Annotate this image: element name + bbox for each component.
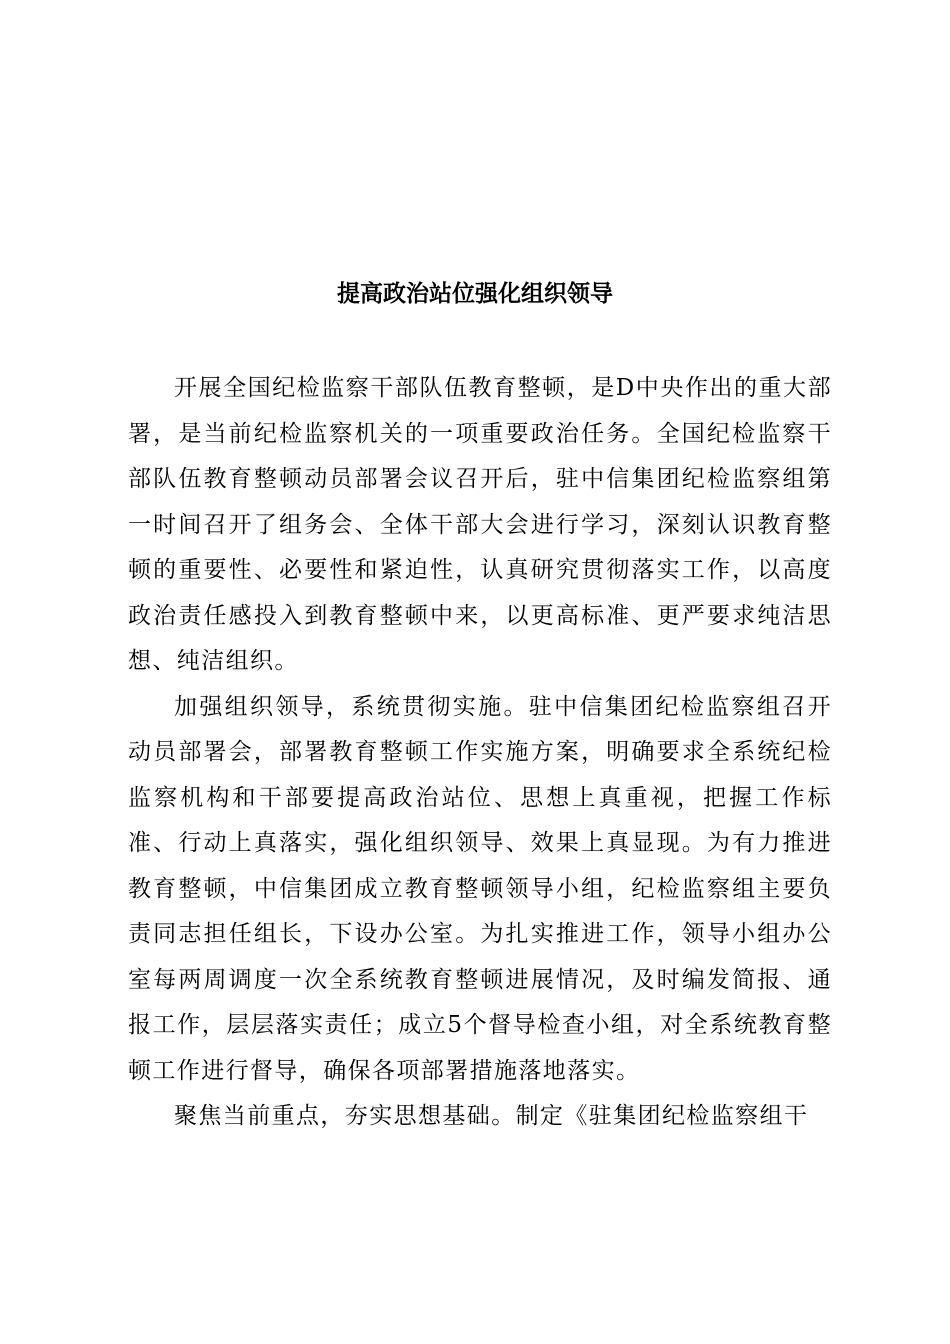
paragraph: 聚焦当前重点，夯实思想基础。制定《驻集团纪检监察组干: [174, 1103, 809, 1129]
paragraph: 加强组织领导，系统贯彻实施。驻中信集团纪检监察组召开动员部署会，部署教育整顿工作实施方案，明确要求全系统纪检监察机构和干部要提高政治站位、思想上真重视，把握工作标准、行动上真落实，强化组织领导、效果上真显现。为有力推进教育整顿，中信集团成立教育整顿领导小组，纪检监察组主要负责同志担任组长，下设办公室。为扎实推进工作，领导小组办公室每两周调度一次全系统教育整顿进展情况，及时编发简报、通报工作，层层落实责任；成立5个督导检查小组，对全系统教育整顿工作进行督导，确保各项部署措施落地落实。: [128, 693, 832, 1084]
document-body: [128, 366, 832, 1140]
document-title: 提高政治站位强化组织领导: [337, 280, 613, 307]
paragraph: 开展全国纪检监察干部队伍教育整顿，是D中央作出的重大部署，是当前纪检监察机关的一项重要政治任务。全国纪检监察干部队伍教育整顿动员部署会议召开后，驻中信集团纪检监察组第一时间召开了组务会、全体干部大会进行学习，深刻认识教育整顿的重要性、必要性和紧迫性，认真研究贯彻落实工作，以高度政治责任感投入到教育整顿中来，以更高标准、更严要求纯洁思想、纯洁组织。: [128, 375, 832, 674]
